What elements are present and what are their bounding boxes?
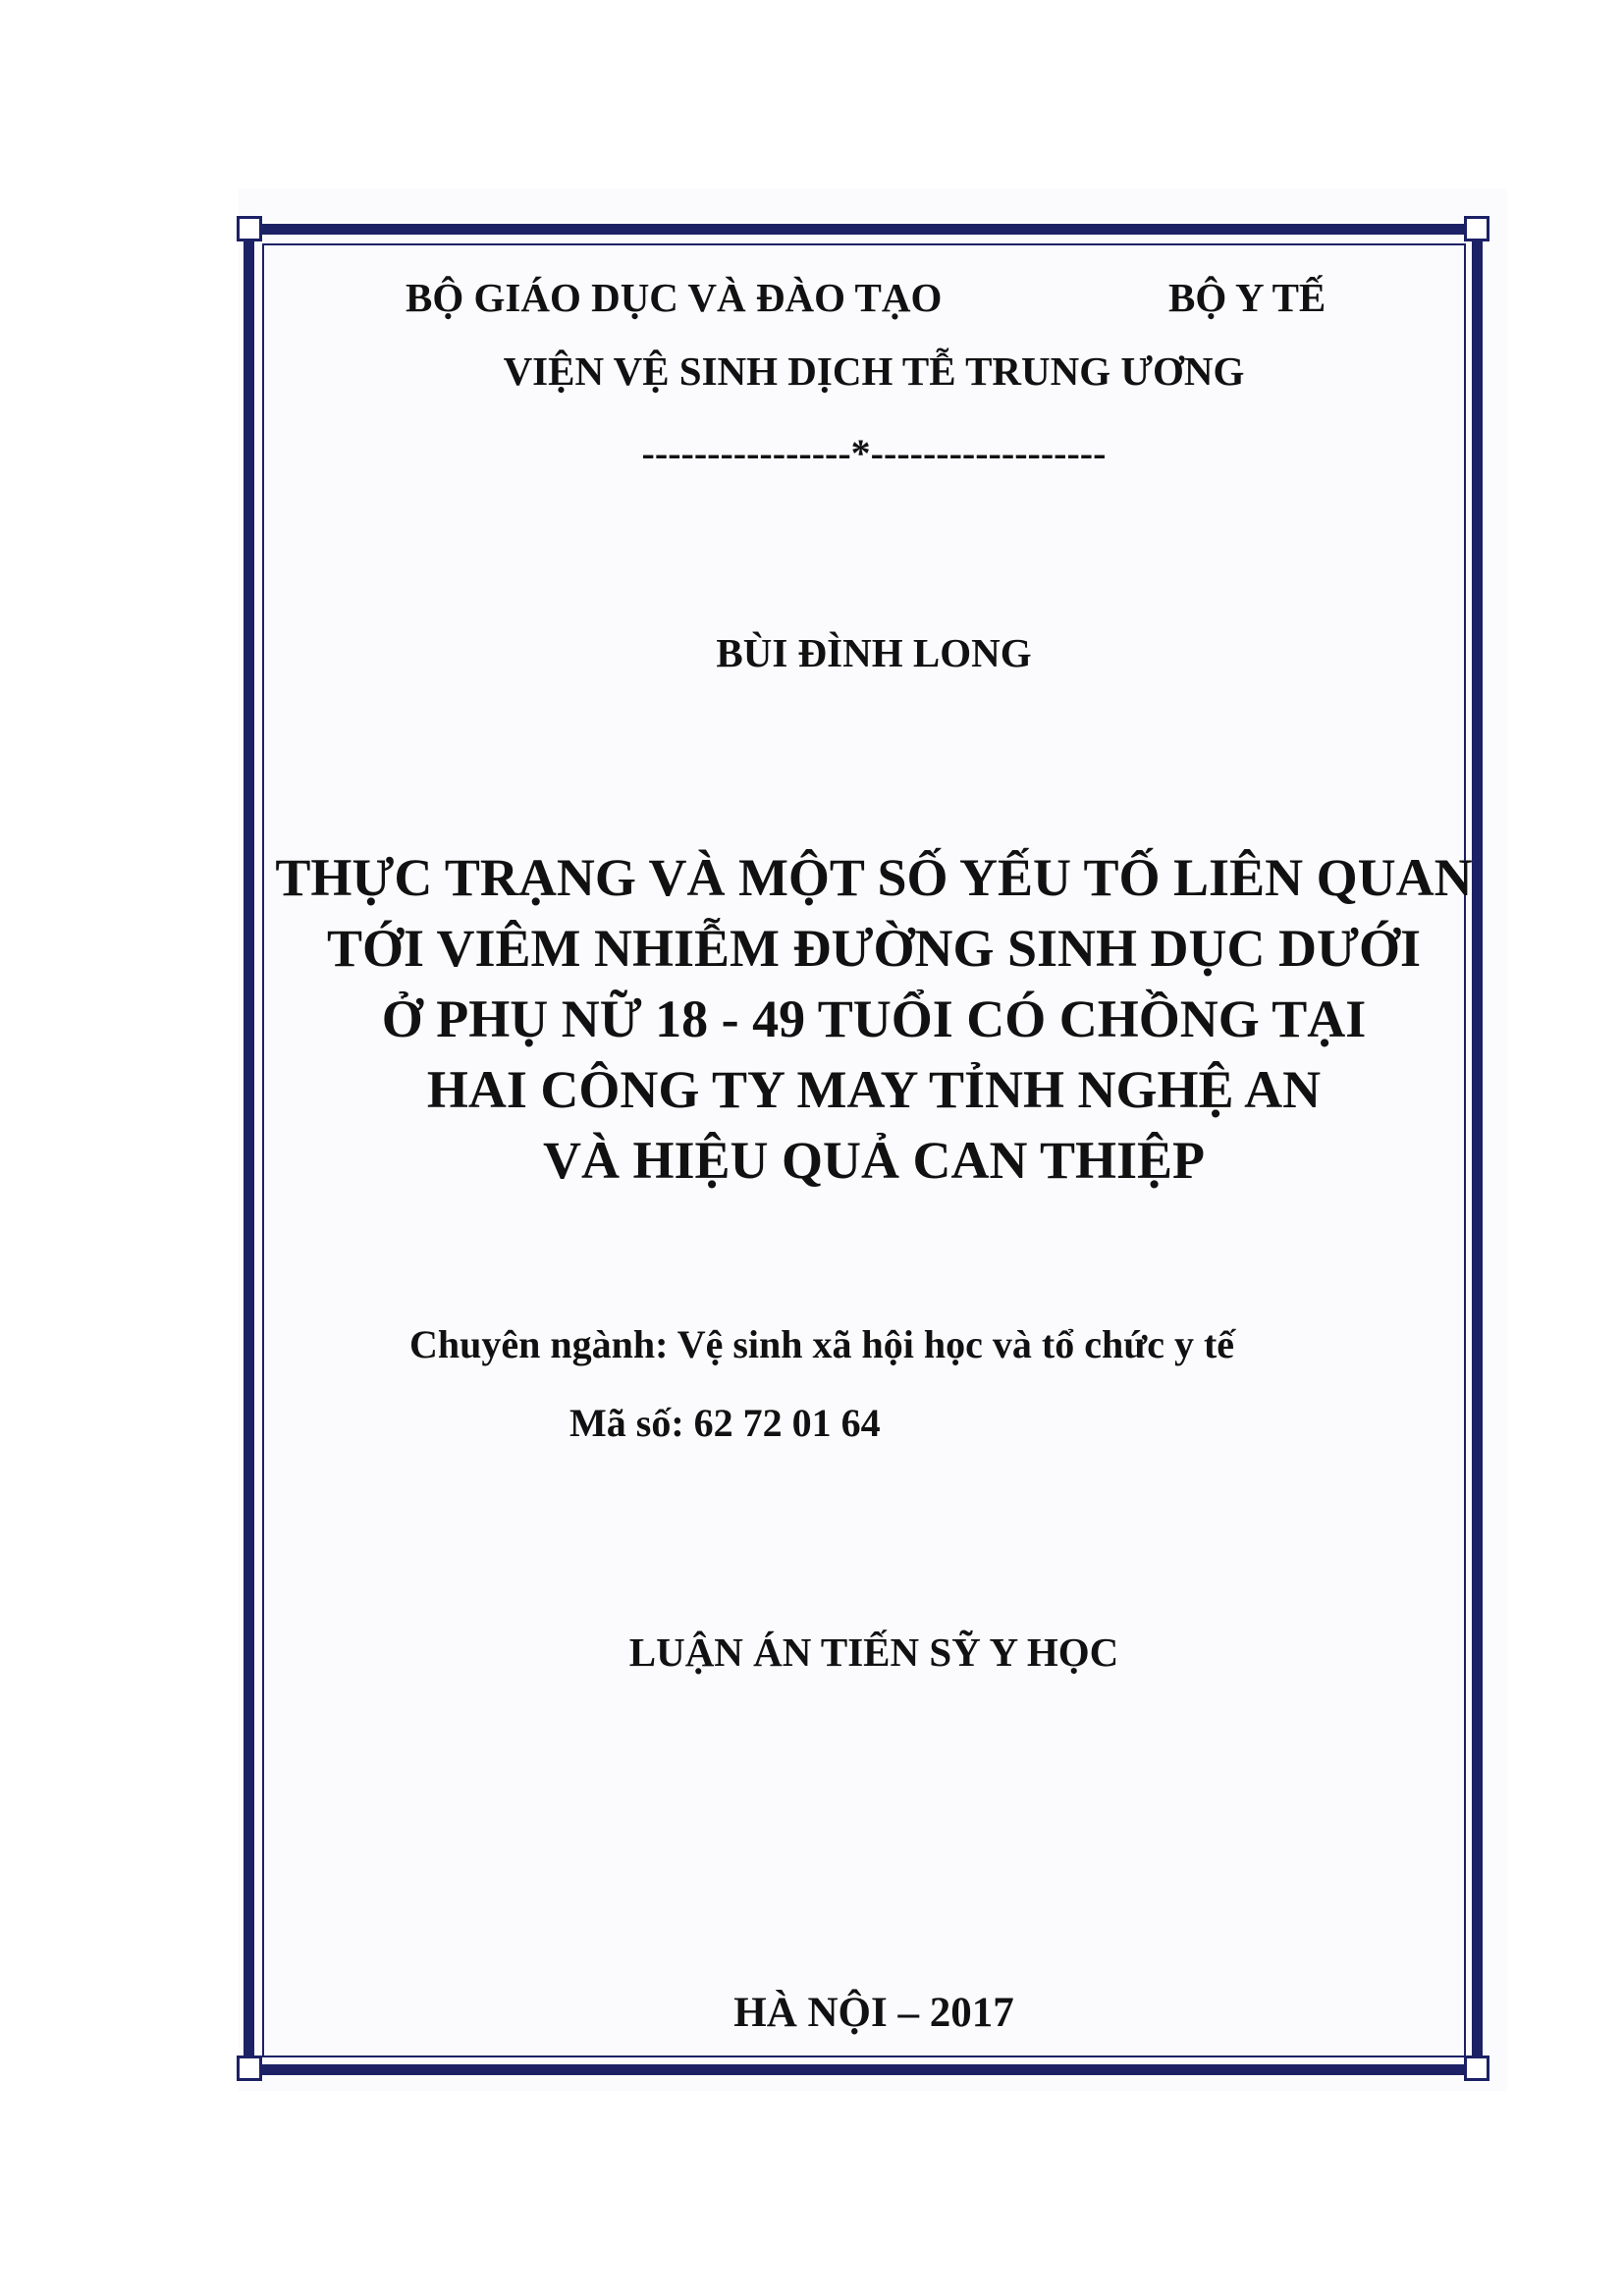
corner-ornament-bottom-right: [1464, 2056, 1489, 2081]
place-and-year: HÀ NỘI – 2017: [733, 1990, 1014, 2036]
institute-heading: VIỆN VỆ SINH DỊCH TỄ TRUNG ƯƠNG: [503, 348, 1245, 394]
thesis-title-line: THỰC TRẠNG VÀ MỘT SỐ YẾU TỐ LIÊN QUAN: [275, 848, 1473, 907]
ministry-health-heading: BỘ Y TẾ: [1168, 275, 1326, 320]
corner-ornament-bottom-left: [237, 2056, 262, 2081]
header-divider: ----------------*------------------: [641, 431, 1107, 475]
specialty-code-line: Mã số: 62 72 01 64: [569, 1401, 881, 1445]
thesis-title-line: TỚI VIÊM NHIỄM ĐƯỜNG SINH DỤC DƯỚI: [326, 919, 1422, 978]
specialty-line: Chuyên ngành: Vệ sinh xã hội học và tổ chức y tế: [409, 1322, 1235, 1366]
thesis-title-line: Ở PHỤ NỮ 18 - 49 TUỔI CÓ CHỒNG TẠI: [381, 989, 1367, 1048]
thesis-title: [0, 842, 1624, 1196]
corner-ornament-top-right: [1464, 216, 1489, 241]
ministry-education-heading: BỘ GIÁO DỤC VÀ ĐÀO TẠO: [406, 275, 943, 320]
author-name: BÙI ĐÌNH LONG: [716, 630, 1032, 675]
thesis-title-line: VÀ HIỆU QUẢ CAN THIỆP: [542, 1131, 1206, 1190]
degree-type: LUẬN ÁN TIẾN SỸ Y HỌC: [628, 1629, 1119, 1675]
thesis-title-line: HAI CÔNG TY MAY TỈNH NGHỆ AN: [426, 1060, 1322, 1119]
corner-ornament-top-left: [237, 216, 262, 241]
